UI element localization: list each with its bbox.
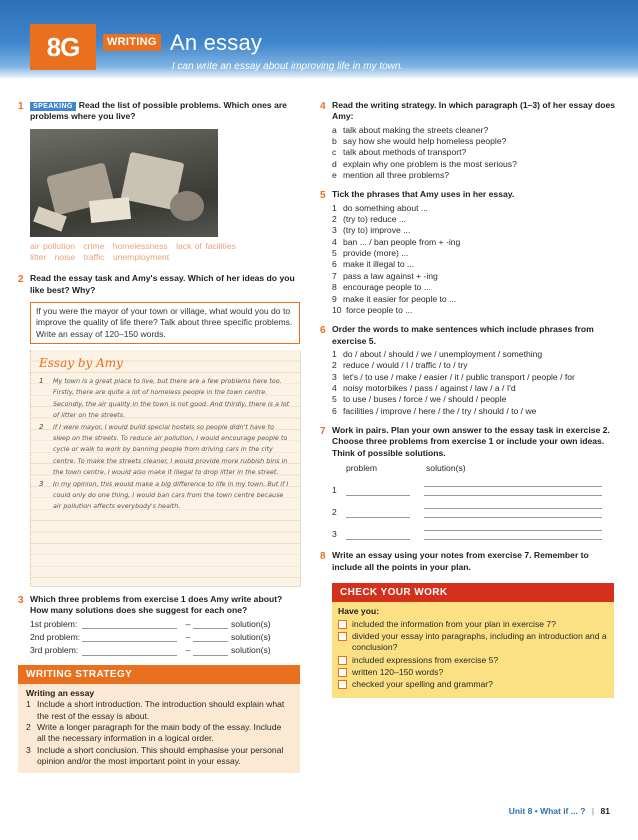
problem-blank[interactable]	[82, 620, 177, 629]
essay-paragraph	[39, 376, 292, 422]
exercise-instruction	[30, 100, 300, 123]
footer-unit: Unit 8	[508, 806, 533, 816]
item-text: Include a short conclusion. This should emphasise your personal opinion and/or the most important point in your essay.	[37, 744, 284, 767]
exercise-number: 1	[18, 101, 24, 112]
checkbox[interactable]	[338, 656, 347, 665]
solution-count-blank[interactable]	[193, 647, 228, 656]
problem-blank[interactable]	[82, 633, 177, 642]
list-item	[332, 170, 620, 181]
item-text: (try to) improve ...	[343, 225, 411, 236]
list-item	[332, 360, 620, 371]
paragraph-text: If I were mayor, I would build special hostels so people didn't have to sleep on the streets. To reduce air pollution, I would encourage people to cycle or walk to work by banning people from driving cars in the city centre. To make the streets cleaner, I would provide more rubbish bins in the town centre. I would also make it illegal to drop litter in the street.	[53, 422, 288, 477]
item-number: 3	[332, 225, 337, 236]
essay-task-box: If you were the mayor of your town or village, what would you do to improve the quality of life there? Talk about three specific problems. Write an essay of 120–150 words.	[30, 302, 300, 344]
speaking-tag: SPEAKING	[30, 102, 76, 111]
plan-header	[332, 463, 620, 474]
essay-paragraph	[39, 422, 292, 479]
checklist-item	[338, 667, 608, 678]
dash: –	[185, 645, 191, 656]
exercise-number: 8	[320, 551, 326, 563]
item-number: 2	[26, 722, 31, 733]
checklist-item	[338, 631, 608, 654]
word-bank-item: noise	[54, 252, 76, 263]
problem-blank[interactable]	[346, 506, 410, 518]
strategy-item	[26, 745, 292, 768]
problem-label: 3rd problem:	[30, 645, 79, 656]
paragraph-number: 1	[39, 376, 44, 385]
item-number: 7	[332, 270, 337, 281]
list-item[interactable]	[332, 225, 620, 236]
item-letter: d	[332, 158, 337, 169]
check-your-work-box	[332, 583, 614, 698]
item-text: to use / buses / force / we / should / people	[343, 394, 507, 405]
item-text: make it illegal to ...	[343, 259, 415, 270]
skill-tag: WRITING	[103, 34, 161, 51]
item-text: mention all three problems?	[343, 170, 450, 181]
item-number: 3	[26, 744, 31, 755]
item-text: Include a short introduction. The introduction should explain what the rest of the essay is about.	[37, 699, 285, 721]
solutions-column-header: solution(s)	[426, 462, 466, 473]
row-number: 2	[332, 506, 337, 517]
problems-word-bank	[30, 241, 300, 264]
checklist-item	[338, 679, 608, 690]
plan-table	[332, 463, 620, 540]
problem-blank[interactable]	[346, 484, 410, 496]
item-text: do / about / should / we / unemployment / something	[343, 348, 543, 359]
footer-title: What if ... ?	[540, 806, 586, 816]
problem-label: 2nd problem:	[30, 632, 81, 643]
exercise-instruction: Order the words to make sentences which include phrases from exercise 5.	[332, 324, 594, 346]
footer-bullet: •	[534, 806, 538, 816]
checkbox[interactable]	[338, 620, 347, 629]
item-number: 3	[332, 371, 337, 382]
unit-header	[0, 0, 638, 78]
exercise-3	[18, 594, 300, 657]
word-bank-item: air pollution	[30, 240, 75, 251]
check-body	[332, 602, 614, 697]
list-item	[332, 147, 620, 158]
item-text: talk about making the streets cleaner?	[343, 124, 489, 135]
strategy-list	[26, 699, 292, 767]
list-item	[332, 383, 620, 394]
problem-row	[30, 632, 300, 643]
item-number: 4	[332, 382, 337, 393]
paragraph-number: 3	[39, 479, 44, 488]
item-text: do something about ...	[343, 202, 429, 213]
writing-strategy-box	[18, 665, 300, 774]
paragraph-text: In my opinion, this would make a big difference to life in my town. But if I could only do one thing, I would ban cars from the town centre because air pollution affects everybody's health.	[53, 479, 289, 511]
exercise-instruction: Work in pairs. Plan your own answer to the essay task in exercise 2. Choose three problems from exercise 1 or include your own ideas. Think of possible solutions.	[332, 424, 610, 458]
amy-essay	[30, 350, 300, 586]
question-list	[332, 125, 620, 182]
plan-row	[332, 478, 620, 496]
list-item	[332, 406, 620, 417]
item-number: 1	[332, 348, 337, 359]
solutions-label: solution(s)	[231, 632, 271, 643]
exercise-instruction: Which three problems from exercise 1 does Amy write about? How many solutions does she suggest for each one?	[30, 594, 283, 616]
item-text: (try to) reduce ...	[343, 214, 407, 225]
word-bank-item: unemployment	[112, 252, 170, 263]
exercise-instruction: Write an essay using your notes from exercise 7. Remember to include all the points in your plan.	[332, 550, 589, 572]
dash: –	[185, 632, 191, 643]
solutions-blanks[interactable]	[424, 478, 620, 496]
exercise-8	[320, 550, 620, 573]
exercise-instruction: Tick the phrases that Amy uses in her essay.	[332, 189, 515, 200]
exercise-instruction: Read the essay task and Amy's essay. Which of her ideas do you like best? Why?	[30, 273, 295, 295]
problem-blank[interactable]	[346, 528, 410, 540]
solutions-label: solution(s)	[231, 645, 271, 656]
item-number: 4	[332, 236, 337, 247]
word-bank-item: lack of facilities	[176, 240, 236, 251]
phrase-list	[332, 203, 620, 316]
paragraph-text: My town is a great place to live, but there are a few problems here too. Firstly, there are quite a lot of homeless people in the town centre. Secondly, the air quality in the town is not good. And thirdly, there is a lot of litter on the streets.	[53, 376, 290, 420]
exercise-number: 6	[320, 325, 326, 337]
list-item[interactable]	[332, 259, 620, 270]
item-number: 2	[332, 360, 337, 371]
item-letter: b	[332, 136, 337, 147]
exercise-7	[320, 425, 620, 540]
list-item[interactable]	[332, 237, 620, 248]
checkbox[interactable]	[338, 680, 347, 689]
item-text: encourage people to ...	[343, 282, 431, 293]
checkbox[interactable]	[338, 668, 347, 677]
problem-blank[interactable]	[82, 647, 177, 656]
item-number: 6	[332, 405, 337, 416]
checklist-text: included expressions from exercise 5?	[352, 654, 499, 665]
item-text: Write a longer paragraph for the main body of the essay. Include all the necessary information in a logical order.	[37, 722, 282, 744]
strategy-item	[26, 699, 292, 722]
list-item	[332, 159, 620, 170]
solution-count-blank[interactable]	[193, 633, 228, 642]
strategy-title: Writing an essay	[26, 688, 95, 698]
essay-paragraph	[39, 479, 292, 513]
item-text: force people to ...	[346, 304, 413, 315]
item-number: 5	[332, 394, 337, 405]
problem-row	[30, 619, 300, 630]
item-number: 10	[332, 304, 342, 315]
word-bank-item: traffic	[83, 252, 105, 263]
checklist-item	[338, 655, 608, 666]
exercise-2	[18, 273, 300, 296]
list-item	[332, 125, 620, 136]
item-number: 2	[332, 214, 337, 225]
word-bank-item: crime	[83, 240, 105, 251]
litter-photo	[30, 129, 218, 237]
list-item	[332, 349, 620, 360]
checklist-item	[338, 619, 608, 630]
exercise-instruction: Read the writing strategy. In which paragraph (1–3) of her essay does Amy:	[332, 100, 616, 122]
check-intro: Have you:	[338, 606, 380, 617]
paragraph-number: 2	[39, 422, 44, 431]
word-bank-item: litter	[30, 252, 47, 263]
item-text: make it easier for people to ...	[343, 293, 457, 304]
list-item	[332, 394, 620, 405]
page-subtitle: I can write an essay about improving life in my town.	[172, 61, 404, 72]
exercise-number: 3	[18, 595, 24, 607]
item-text: say how she would help homeless people?	[343, 136, 507, 147]
list-item	[332, 372, 620, 383]
list-item[interactable]	[332, 214, 620, 225]
solution-count-blank[interactable]	[193, 620, 228, 629]
checklist-text: checked your spelling and grammar?	[352, 679, 493, 690]
list-item[interactable]	[332, 282, 620, 293]
exercise-text: Read the list of possible problems. Which ones are problems where you live?	[30, 100, 287, 122]
plan-row	[332, 500, 620, 518]
problem-label: 1st problem:	[30, 618, 78, 629]
item-text: talk about methods of transport?	[343, 147, 467, 158]
exercise-4	[320, 100, 620, 181]
strategy-heading: WRITING STRATEGY	[18, 665, 300, 684]
dash: –	[185, 618, 191, 629]
item-number: 6	[332, 259, 337, 270]
exercise-5	[320, 189, 620, 316]
item-letter: a	[332, 124, 337, 135]
check-heading: CHECK YOUR WORK	[332, 583, 614, 602]
exercise-6	[320, 324, 620, 417]
checklist-text: written 120–150 words?	[352, 666, 444, 677]
lesson-badge: 8G	[30, 24, 96, 70]
right-column	[320, 100, 620, 698]
strategy-body	[18, 684, 300, 773]
list-item[interactable]	[332, 294, 620, 305]
item-text: provide (more) ...	[343, 248, 409, 259]
list-item	[332, 136, 620, 147]
item-number: 1	[332, 202, 337, 213]
item-text: explain why one problem is the most serious?	[343, 158, 517, 169]
solutions-blanks[interactable]	[424, 500, 620, 518]
solutions-label: solution(s)	[231, 618, 271, 629]
item-text: ban ... / ban people from + -ing	[343, 236, 461, 247]
strategy-item	[26, 722, 292, 745]
plan-row	[332, 522, 620, 540]
exercise-number: 2	[18, 274, 24, 286]
problem-row	[30, 645, 300, 656]
solutions-blanks[interactable]	[424, 522, 620, 540]
item-text: reduce / would / I / traffic / to / try	[343, 360, 468, 371]
checklist-text: included the information from your plan in exercise 7?	[352, 618, 556, 629]
list-item[interactable]	[332, 305, 620, 316]
item-number: 5	[332, 248, 337, 259]
exercise-number: 5	[320, 190, 326, 202]
item-number: 1	[26, 699, 31, 710]
page-footer: Unit 8 • What if ... ? | 81	[508, 806, 610, 816]
item-text: noisy motorbikes / pass / against / law / a / I'd	[343, 382, 516, 393]
left-column	[18, 100, 300, 773]
list-item[interactable]	[332, 248, 620, 259]
word-bank-item: homelessness	[112, 240, 168, 251]
exercise-number: 4	[320, 101, 326, 112]
item-letter: c	[332, 147, 337, 158]
row-number: 3	[332, 528, 337, 539]
exercise-number: 7	[320, 425, 326, 437]
item-number: 8	[332, 282, 337, 293]
sentence-list	[332, 349, 620, 417]
item-text: pass a law against + -ing	[343, 270, 438, 281]
row-number: 1	[332, 484, 337, 495]
item-text: let's / to use / make / easier / it / public transport / people / for	[343, 371, 575, 382]
problem-column-header: problem	[346, 462, 378, 473]
item-text: facilities / improve / here / the / try / should / to / we	[343, 405, 537, 416]
list-item[interactable]	[332, 271, 620, 282]
item-letter: e	[332, 170, 337, 181]
page-number: 81	[600, 806, 610, 816]
checklist-text: divided your essay into paragraphs, including an introduction and a conclusion?	[352, 630, 607, 653]
list-item[interactable]	[332, 203, 620, 214]
exercise-1	[18, 100, 300, 123]
item-number: 9	[332, 293, 337, 304]
page-title: An essay	[170, 30, 263, 55]
checkbox[interactable]	[338, 632, 347, 641]
essay-title: Essay by Amy	[39, 356, 123, 371]
